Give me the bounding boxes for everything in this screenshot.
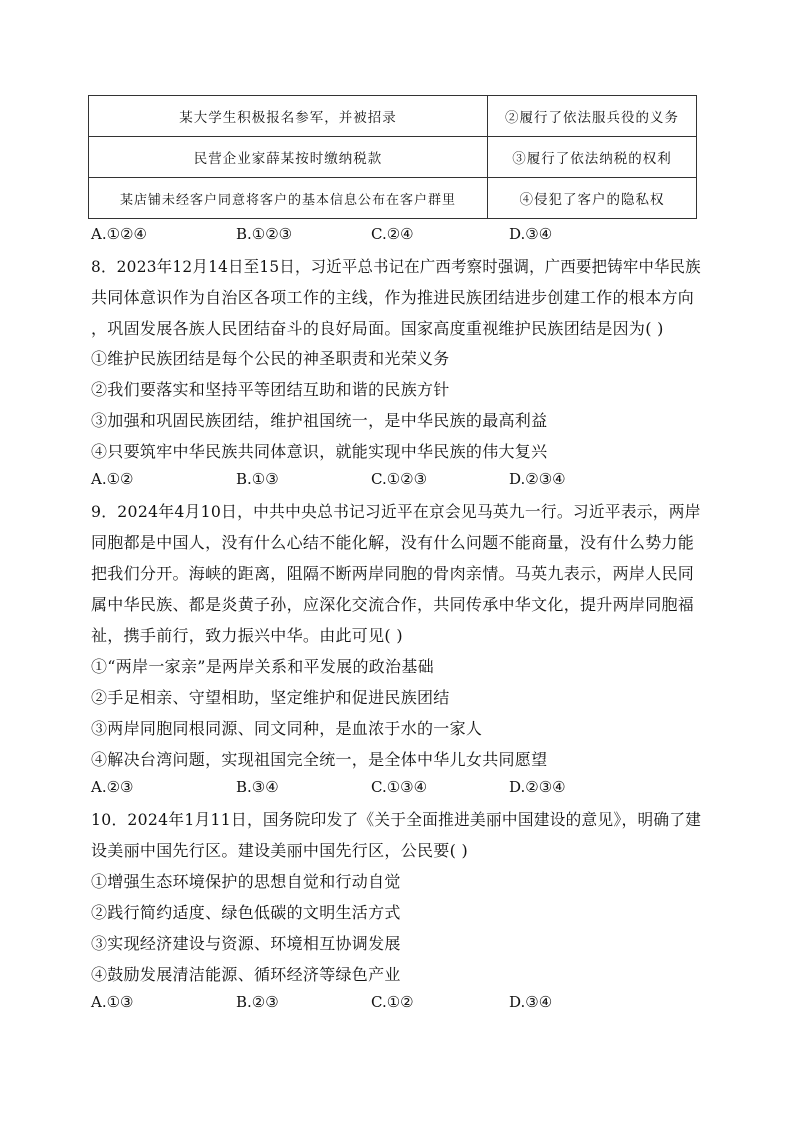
q8-stem-line: 8．2023年12月14日至15日，习近平总书记在广西考察时强调，广西要把铸牢中华民族 (91, 257, 701, 276)
q9-stem-line: 同胞都是中国人，没有什么心结不能化解，没有什么问题不能商量，没有什么势力能 (91, 533, 695, 552)
option-b[interactable]: B.①③ (236, 470, 279, 488)
option-a[interactable]: A.①② (91, 470, 134, 488)
q9-choice: ②手足相亲、守望相助，坚定维护和促进民族团结 (91, 688, 450, 707)
q8-choice: ③加强和巩固民族团结，维护祖国统一，是中华民族的最高利益 (91, 411, 548, 430)
option-c[interactable]: C.②④ (371, 225, 414, 243)
table-row (89, 137, 697, 178)
option-c[interactable]: C.①②③ (371, 470, 428, 488)
option-b[interactable]: B.①②③ (236, 225, 293, 243)
q10-stem-line: 设美丽中国先行区。建设美丽中国先行区，公民要( ) (91, 841, 469, 860)
q8-stem-line: 共同体意识作为自治区各项工作的主线，作为推进民族团结进步创建工作的根本方向 (91, 288, 695, 307)
q8-choice: ②我们要落实和坚持平等团结互助和谐的民族方针 (91, 380, 450, 399)
table-cell: ②履行了依法服兵役的义务 (487, 96, 696, 137)
option-d[interactable]: D.②③④ (509, 778, 566, 796)
q10-choice: ①增强生态环境保护的思想自觉和行动自觉 (91, 872, 401, 891)
q8-choice: ④只要筑牢中华民族共同体意识，就能实现中华民族的伟大复兴 (91, 442, 548, 461)
q9-stem-line: 祉，携手前行，致力振兴中华。由此可见( ) (91, 626, 403, 645)
q9-choice: ④解决台湾问题，实现祖国完全统一，是全体中华儿女共同愿望 (91, 750, 548, 769)
table-cell: 某店铺未经客户同意将客户的基本信息公布在客户群里 (89, 178, 488, 219)
q9-choice: ①“两岸一家亲”是两岸关系和平发展的政治基础 (91, 657, 434, 676)
table-cell: 民营企业家薛某按时缴纳税款 (89, 137, 488, 178)
q9-stem-line: 把我们分开。海峡的距离，阻隔不断两岸同胞的骨肉亲情。马英九表示，两岸人民同 (91, 564, 695, 583)
option-a[interactable]: A.②③ (91, 778, 134, 796)
option-a[interactable]: A.①③ (91, 993, 134, 1011)
option-c[interactable]: C.①③④ (371, 778, 428, 796)
table-cell: 某大学生积极报名参军，并被招录 (89, 96, 488, 137)
q9-choice: ③两岸同胞同根同源、同文同种，是血浓于水的一家人 (91, 719, 483, 738)
q8-stem-line: ，巩固发展各族人民团结奋斗的良好局面。国家高度重视维护民族团结是因为( ) (91, 319, 664, 338)
q9-stem-line: 9．2024年4月10日，中共中央总书记习近平在京会见马英九一行。习近平表示，两岸 (91, 502, 701, 521)
table-row (89, 178, 697, 219)
q10-choice: ②践行简约适度、绿色低碳的文明生活方式 (91, 903, 401, 922)
option-c[interactable]: C.①② (371, 993, 414, 1011)
option-b[interactable]: B.②③ (236, 993, 279, 1011)
table-row (89, 96, 697, 137)
q8-choice: ①维护民族团结是每个公民的神圣职责和光荣义务 (91, 349, 450, 368)
q10-choice: ④鼓励发展清洁能源、循环经济等绿色产业 (91, 965, 401, 984)
option-d[interactable]: D.②③④ (509, 470, 566, 488)
option-a[interactable]: A.①②④ (91, 225, 147, 243)
option-d[interactable]: D.③④ (509, 993, 553, 1011)
option-b[interactable]: B.③④ (236, 778, 279, 796)
table-cell: ③履行了依法纳税的权利 (487, 137, 696, 178)
statement-table (88, 95, 697, 219)
option-d[interactable]: D.③④ (509, 225, 553, 243)
table-cell: ④侵犯了客户的隐私权 (487, 178, 696, 219)
q10-choice: ③实现经济建设与资源、环境相互协调发展 (91, 934, 401, 953)
q9-stem-line: 属中华民族、都是炎黄子孙，应深化交流合作，共同传承中华文化，提升两岸同胞福 (91, 595, 695, 614)
q10-stem-line: 10．2024年1月11日，国务院印发了《关于全面推进美丽中国建设的意见》，明确了建 (91, 810, 702, 829)
